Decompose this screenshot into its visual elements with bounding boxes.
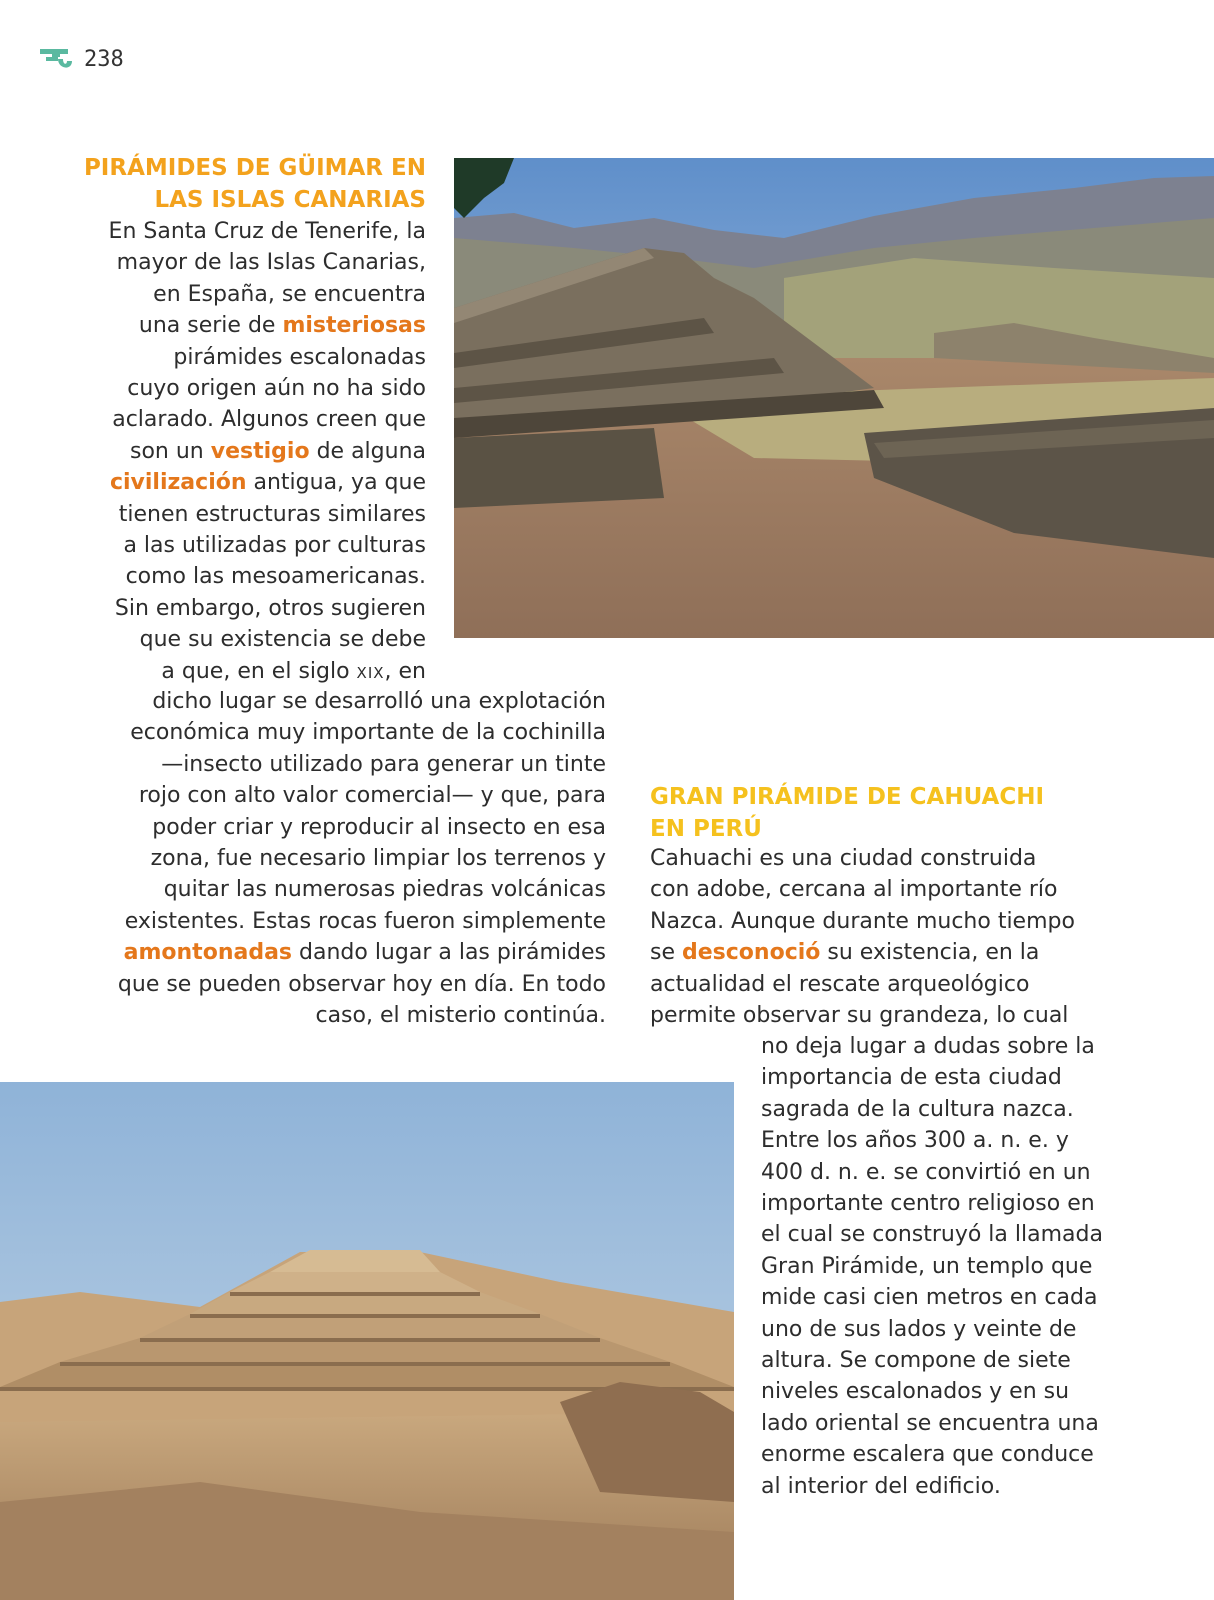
text-line: lado oriental se encuentra una: [761, 1410, 1099, 1436]
section-title-cahuachi: [650, 781, 1190, 845]
text-line: tienen estructuras similares: [118, 501, 426, 527]
text-line: Cahuachi es una ciudad construida: [650, 846, 1037, 871]
text-line: a que, en el siglo XIX, en: [161, 658, 426, 684]
text-line: —insecto utilizado para generar un tinte: [161, 751, 606, 777]
century-numeral: XIX: [356, 663, 385, 682]
text-line: rojo con alto valor comercial— y que, para: [138, 783, 606, 809]
text-line: se desconoció su existencia, en la: [650, 940, 1040, 966]
title-line: GRAN PIRÁMIDE DE CAHUACHI: [650, 784, 1045, 810]
text-line: Gran Pirámide, un templo que: [761, 1253, 1093, 1279]
text-line: uno de sus lados y veinte de: [761, 1316, 1077, 1342]
text-line: no deja lugar a dudas sobre la: [761, 1034, 1095, 1059]
text-line: a las utilizadas por culturas: [123, 533, 426, 559]
text-line: pirámides escalonadas: [173, 344, 426, 370]
text-line: una serie de misteriosas: [138, 313, 426, 339]
keyword: vestigio: [210, 438, 310, 464]
keyword: civilización: [109, 470, 247, 496]
text-line: como las mesoamericanas.: [125, 564, 426, 590]
photo-cahuachi-pyramid: [0, 1082, 734, 1600]
text-line: existentes. Estas rocas fueron simplemente: [124, 908, 606, 934]
photo-guimar-pyramids: [454, 158, 1214, 638]
title-line: PIRÁMIDES DE GÜIMAR EN: [83, 155, 426, 181]
text-line: económica muy importante de la cochinilla: [130, 720, 606, 746]
section-title-guimar: [60, 152, 426, 216]
text-line: aclarado. Algunos creen que: [112, 407, 426, 433]
page-number: 238: [84, 46, 124, 72]
title-line: LAS ISLAS CANARIAS: [154, 187, 426, 213]
text-line: enorme escalera que conduce: [761, 1442, 1094, 1468]
guimar-paragraph-wide: [40, 686, 606, 1031]
text-line: mide casi cien metros en cada: [761, 1285, 1098, 1311]
text-line: civilización antigua, ya que: [109, 470, 426, 496]
text-line: 400 d. n. e. se convirtió en un: [761, 1159, 1091, 1185]
page-folio: [38, 42, 124, 76]
text-line: con adobe, cercana al importante río: [650, 877, 1058, 903]
text-line: permite observar su grandeza, lo cual: [650, 1003, 1069, 1029]
text-line: niveles escalonados y en su: [761, 1379, 1070, 1405]
text-line: amontonadas dando lugar a las pirámides: [123, 940, 606, 966]
text-line: mayor de las Islas Canarias,: [116, 250, 426, 276]
cahuachi-paragraph-narrow: [761, 1031, 1201, 1502]
text-line: son un vestigio de alguna: [130, 438, 426, 464]
text-line: zona, fue necesario limpiar los terrenos y: [150, 846, 606, 872]
text-line: actualidad el rescate arqueológico: [650, 971, 1030, 997]
text-line: que se pueden observar hoy en día. En todo: [117, 971, 606, 997]
text-line: quitar las numerosas piedras volcánicas: [163, 877, 606, 903]
text-line: en España, se encuentra: [153, 281, 426, 307]
text-line: Nazca. Aunque durante mucho tiempo: [650, 908, 1075, 934]
text-line: sagrada de la cultura nazca.: [761, 1096, 1074, 1122]
title-line: EN PERÚ: [650, 816, 762, 842]
text-line: cuyo origen aún no ha sido: [127, 376, 426, 402]
text-line: importante centro religioso en: [761, 1191, 1095, 1217]
text-line: al interior del edificio.: [761, 1473, 1001, 1499]
text-line: importancia de esta ciudad: [761, 1065, 1062, 1091]
page-logo-icon: [38, 43, 76, 75]
text-line: En Santa Cruz de Tenerife, la: [108, 219, 426, 244]
text-line: Entre los años 300 a. n. e. y: [761, 1128, 1069, 1154]
keyword: amontonadas: [123, 940, 293, 966]
guimar-paragraph-narrow: [40, 216, 426, 689]
text-line: Sin embargo, otros sugieren: [114, 595, 426, 621]
text-line: dicho lugar se desarrolló una explotación: [152, 689, 606, 714]
keyword: desconoció: [682, 940, 821, 966]
text-line: poder criar y reproducir al insecto en esa: [152, 814, 606, 840]
keyword: misteriosas: [282, 313, 426, 339]
text-line: el cual se construyó la llamada: [761, 1222, 1103, 1248]
text-line: altura. Se compone de siete: [761, 1348, 1071, 1374]
text-line: que su existencia se debe: [139, 627, 426, 653]
cahuachi-paragraph-wide: [650, 843, 1190, 1031]
text-line: caso, el misterio continúa.: [315, 1003, 606, 1029]
